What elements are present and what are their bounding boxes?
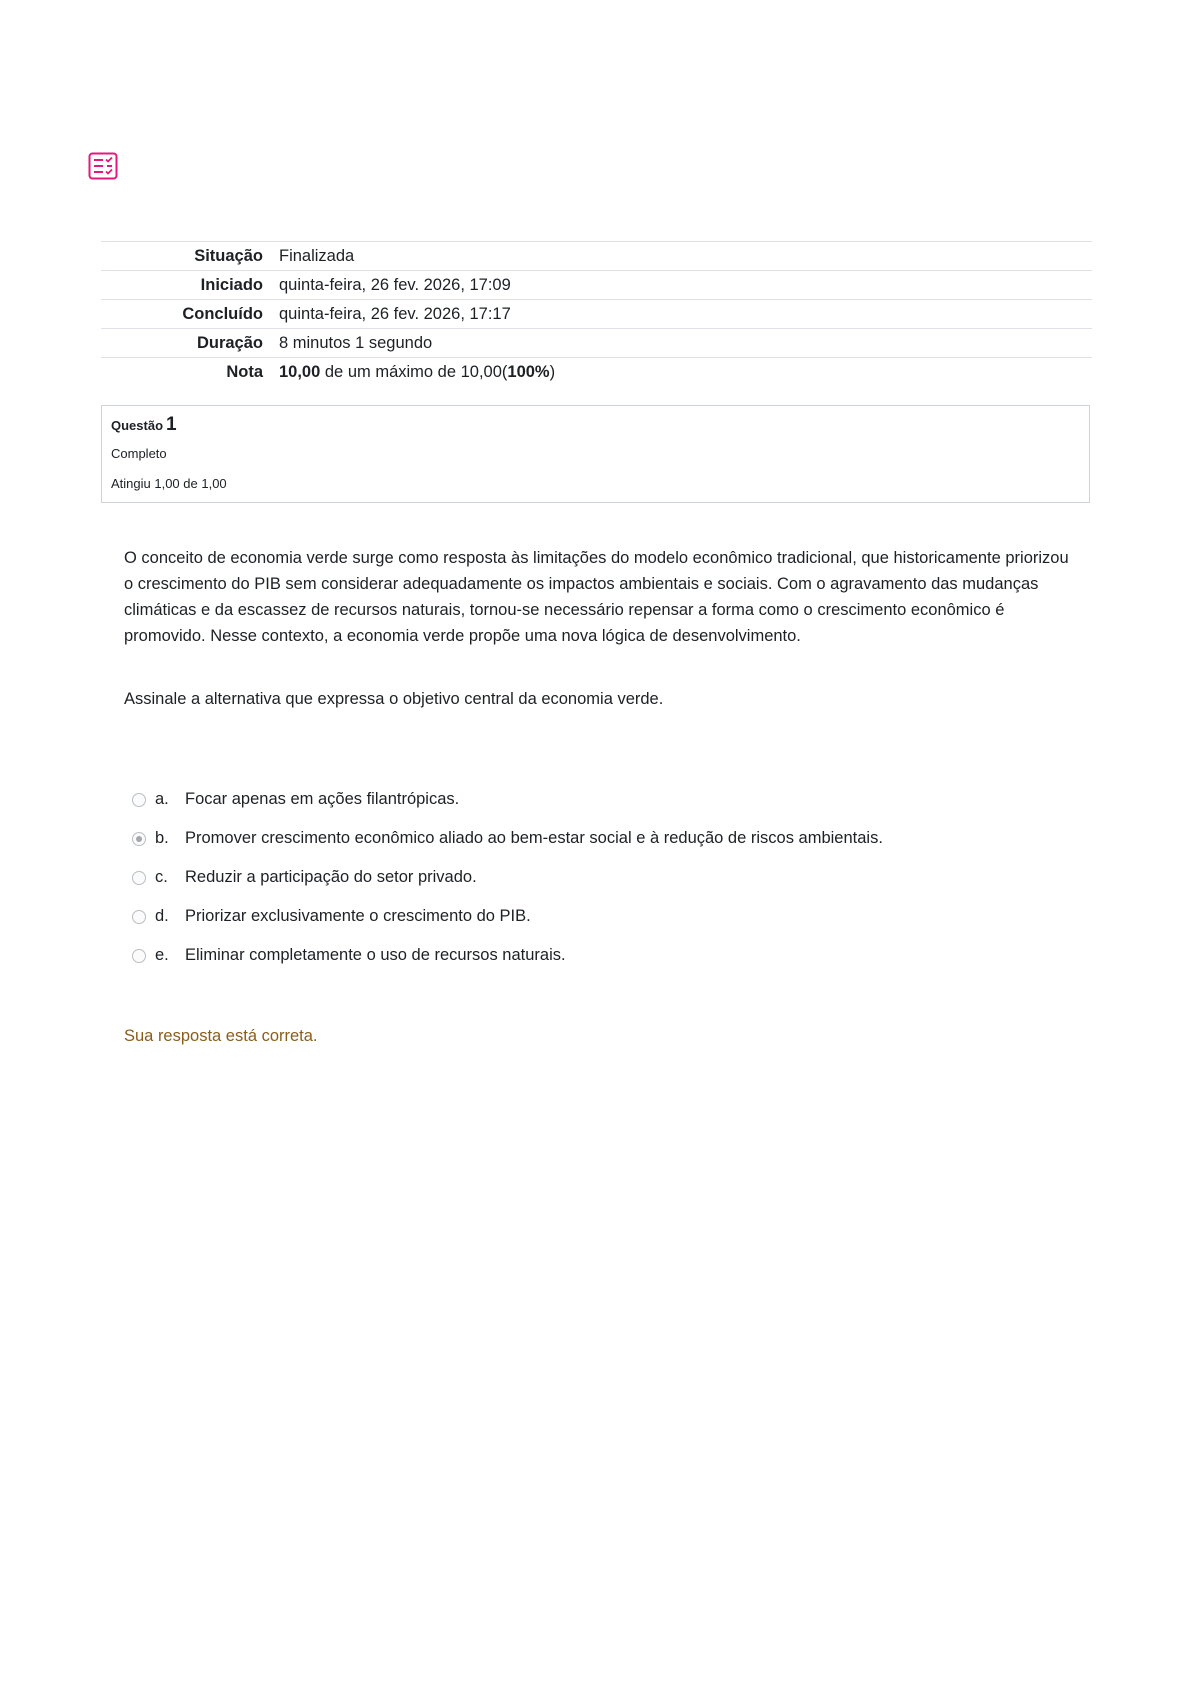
summary-label: Nota (226, 362, 263, 381)
question-prompt: Assinale a alternativa que expressa o objetivo central da economia verde. (124, 690, 664, 708)
grade-max: de um máximo de 10,00( (320, 362, 508, 381)
question-number-value: 1 (166, 414, 177, 435)
radio-button[interactable] (132, 871, 146, 885)
summary-label: Duração (196, 333, 263, 352)
summary-row-situacao (101, 242, 1092, 271)
answer-text: Reduzir a participação do setor privado. (185, 868, 477, 886)
answer-text: Focar apenas em ações filantrópicas. (185, 790, 460, 808)
summary-value: Finalizada (279, 246, 355, 265)
grade-value: 10,00 (279, 362, 321, 381)
answer-letter: b. (155, 829, 169, 847)
answer-option-e[interactable] (132, 936, 883, 975)
summary-row-duracao (101, 329, 1092, 358)
answer-letter: e. (155, 946, 169, 964)
summary-value: 8 minutos 1 segundo (279, 333, 433, 352)
answer-option-a[interactable] (132, 780, 883, 819)
question-label: Questão (111, 418, 164, 433)
feedback-message: Sua resposta está correta. (124, 1027, 318, 1045)
answer-option-b[interactable] (132, 819, 883, 858)
summary-label: Iniciado (200, 275, 263, 294)
summary-row-iniciado (101, 271, 1092, 300)
quiz-icon (88, 152, 118, 180)
question-number (111, 414, 177, 436)
radio-button[interactable] (132, 949, 146, 963)
question-grade: Atingiu 1,00 de 1,00 (111, 476, 227, 491)
question-state: Completo (111, 446, 167, 461)
summary-row-nota (101, 358, 1092, 387)
answer-text: Eliminar completamente o uso de recursos naturais. (185, 946, 566, 964)
question-info-box (101, 405, 1090, 503)
grade-end: ) (549, 362, 556, 381)
summary-value: quinta-feira, 26 fev. 2026, 17:09 (279, 275, 511, 294)
answer-option-d[interactable] (132, 897, 883, 936)
summary-value: quinta-feira, 26 fev. 2026, 17:17 (279, 304, 511, 323)
summary-value (271, 358, 1092, 387)
radio-button[interactable] (132, 793, 146, 807)
answer-option-c[interactable] (132, 858, 883, 897)
answer-list (132, 780, 883, 975)
answer-text: Priorizar exclusivamente o crescimento do PIB. (185, 907, 531, 925)
answer-letter: d. (155, 907, 169, 925)
grade-percent: 100% (507, 362, 550, 381)
summary-label: Concluído (182, 304, 263, 323)
question-text: O conceito de economia verde surge como resposta às limitações do modelo econômico tradicional, que historicamente priorizou o crescimento do PIB sem considerar adequadamente os impactos ambientais e sociais. Com o agravamento das mudanças climáticas e da escassez de recursos naturais, tornou-se necessário repensar a forma como o crescimento econômico é promovido. Nesse contexto, a economia verde propõe uma nova lógica de desenvolvimento. (124, 549, 1069, 645)
radio-button-selected[interactable] (132, 832, 146, 846)
attempt-summary-table (101, 241, 1092, 386)
answer-letter: c. (155, 868, 168, 886)
summary-row-concluido (101, 300, 1092, 329)
answer-letter: a. (155, 790, 169, 808)
summary-label: Situação (194, 246, 263, 265)
answer-text: Promover crescimento econômico aliado ao bem-estar social e à redução de riscos ambientais. (185, 829, 883, 847)
radio-button[interactable] (132, 910, 146, 924)
